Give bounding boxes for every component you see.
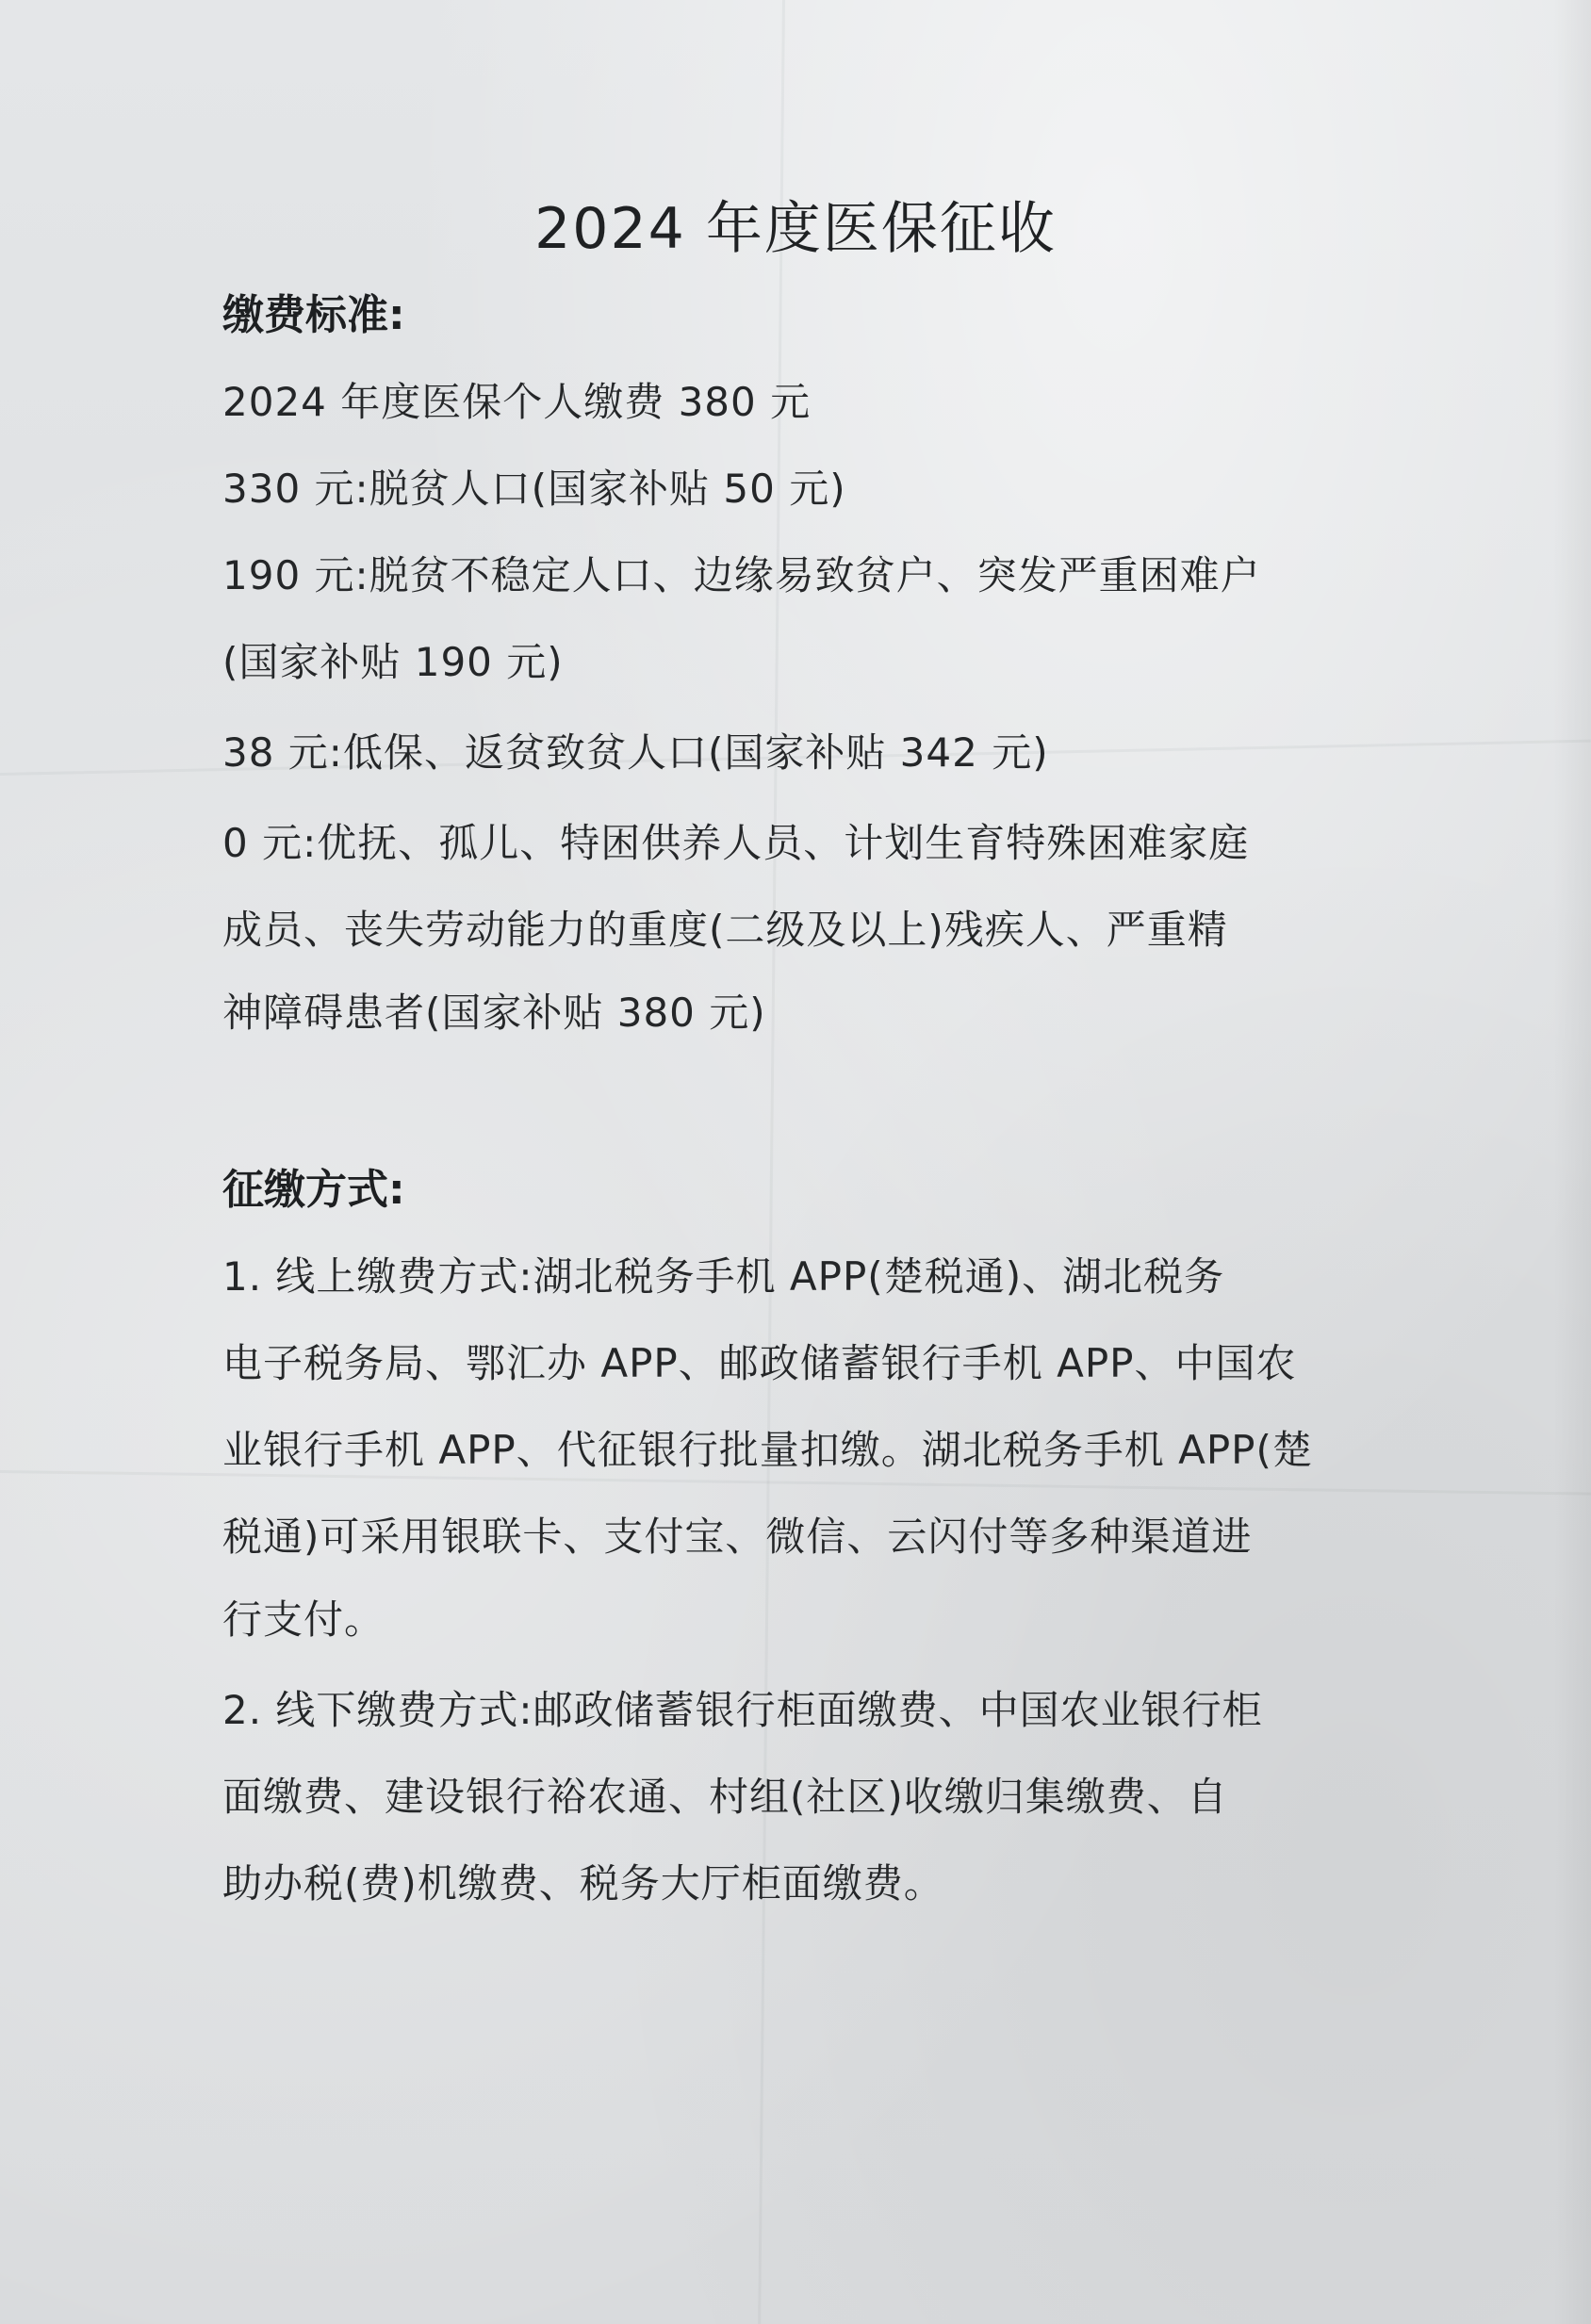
standard-heading: 缴费标准: xyxy=(222,291,405,339)
document-title: 2024 年度医保征收 xyxy=(534,196,1057,262)
standard-line: 神障碍患者(国家补贴 380 元) xyxy=(222,990,766,1036)
method-line: 1. 线上缴费方式:湖北税务手机 APP(楚税通)、湖北税务 xyxy=(222,1253,1225,1300)
standard-line: 330 元:脱贫人口(国家补贴 50 元) xyxy=(222,466,846,512)
method-line: 助办税(费)机缴费、税务大厅柜面缴费。 xyxy=(222,1860,944,1907)
standard-line: 0 元:优抚、孤儿、特困供养人员、计划生育特殊困难家庭 xyxy=(222,820,1250,866)
standard-line: 2024 年度医保个人缴费 380 元 xyxy=(222,379,812,425)
method-line: 业银行手机 APP、代征银行批量扣缴。湖北税务手机 APP(楚 xyxy=(222,1427,1313,1473)
paper-edge-shadow xyxy=(1553,0,1591,2324)
standard-line: 190 元:脱贫不稳定人口、边缘易致贫户、突发严重困难户 xyxy=(222,552,1261,598)
method-heading: 征缴方式: xyxy=(222,1166,405,1214)
method-line: 税通)可采用银联卡、支付宝、微信、云闪付等多种渠道进 xyxy=(222,1514,1253,1560)
method-line: 2. 线下缴费方式:邮政储蓄银行柜面缴费、中国农业银行柜 xyxy=(222,1687,1263,1733)
standard-line: 成员、丧失劳动能力的重度(二级及以上)残疾人、严重精 xyxy=(222,907,1228,953)
method-line: 行支付。 xyxy=(222,1596,385,1643)
standard-line: 38 元:低保、返贫致贫人口(国家补贴 342 元) xyxy=(222,729,1049,776)
standard-line: (国家补贴 190 元) xyxy=(222,639,564,685)
method-line: 电子税务局、鄂汇办 APP、邮政储蓄银行手机 APP、中国农 xyxy=(222,1340,1297,1386)
method-line: 面缴费、建设银行裕农通、村组(社区)收缴归集缴费、自 xyxy=(222,1774,1228,1820)
paper-crease xyxy=(758,0,785,2324)
